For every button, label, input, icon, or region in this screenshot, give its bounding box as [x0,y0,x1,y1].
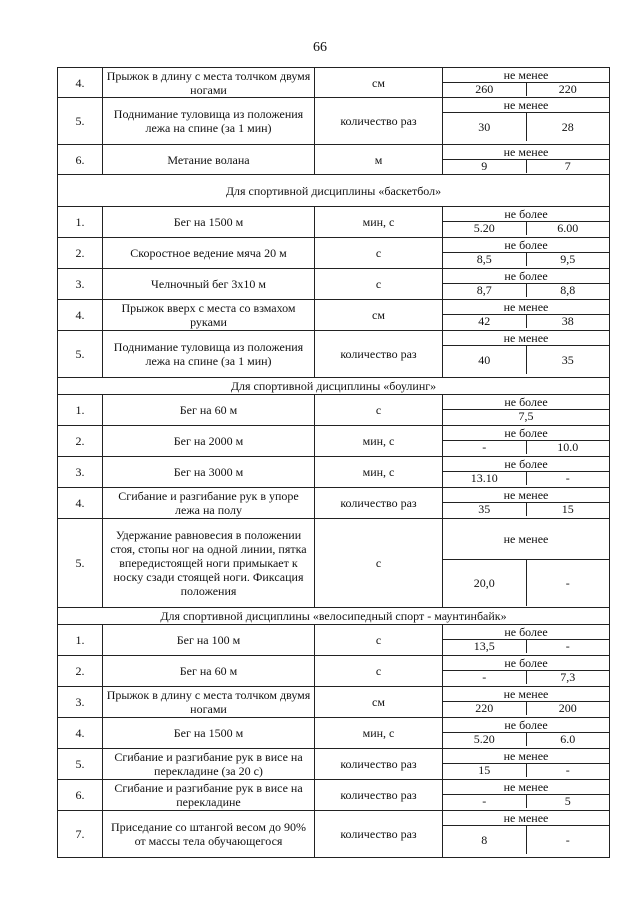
unit: с [315,269,443,300]
test-name: Сгибание и разгибание рук в висе на перекладине (за 20 с) [103,749,315,780]
row-number: 3. [58,687,103,718]
norm-value-b: - [565,639,570,653]
row-number: 2. [58,656,103,687]
section-header-row [58,175,610,207]
norm-label: не менее [443,519,609,560]
norms-table [57,67,610,858]
unit: с [315,625,443,656]
norm-label: не менее [443,687,609,702]
test-name: Прыжок вверх с места со взмахом руками [103,300,315,331]
row-number: 5. [58,331,103,378]
norm-value-a: 220 [443,702,526,716]
test-name: Бег на 100 м [103,625,315,656]
norm-value-a: 42 [443,315,526,329]
norm-values [443,656,610,687]
norm-value-a: - [443,795,526,809]
norm-values [443,749,610,780]
test-name: Бег на 1500 м [103,207,315,238]
norm-values [443,145,610,175]
norm-value-a: - [443,671,526,685]
norm-label: не более [443,395,609,410]
norm-label: не более [443,238,609,253]
row-number: 4. [58,718,103,749]
norm-label: не менее [443,780,609,795]
test-name: Скоростное ведение мяча 20 м [103,238,315,269]
row-number: 3. [58,457,103,488]
norm-label: не менее [443,145,609,160]
norm-value-a: 13.10 [443,472,526,486]
unit: мин, с [315,426,443,457]
unit: с [315,519,443,608]
table-row [58,780,610,811]
unit: мин, с [315,457,443,488]
unit: количество раз [315,780,443,811]
row-number: 1. [58,207,103,238]
row-number: 7. [58,811,103,858]
norm-label: не менее [443,98,609,113]
row-number: 4. [58,68,103,98]
table-row [58,625,610,656]
norm-label: не более [443,426,609,441]
norm-value-b: - [565,832,570,847]
row-number: 2. [58,238,103,269]
norm-value-b: 8,8 [560,283,576,297]
norm-label: не более [443,207,609,222]
norm-label: не менее [443,749,609,764]
row-number: 5. [58,519,103,608]
test-name: Приседание со штангой весом до 90% от массы тела обучающегося [103,811,315,858]
test-name: Сгибание и разгибание рук в упоре лежа на полу [103,488,315,519]
norm-value-b: - [565,763,570,777]
norm-value-b: 38 [561,314,574,328]
norm-values [443,519,610,608]
norm-value-a: 8,7 [443,284,526,298]
norm-value-b: 10.0 [557,440,579,454]
section-header-row [58,378,610,395]
norm-label: не менее [443,300,609,315]
norm-label: не менее [443,488,609,503]
test-name: Бег на 60 м [103,395,315,426]
unit: с [315,395,443,426]
unit: количество раз [315,98,443,145]
row-number: 5. [58,98,103,145]
table-row [58,457,610,488]
test-name: Удержание равновесия в положении стоя, стопы ног на одной линии, пятка впередистоящей ноги примыкает к носку сзади стоящей ноги. Фиксация положения [103,519,315,608]
test-name: Прыжок в длину с места толчком двумя ногами [103,68,315,98]
row-number: 3. [58,269,103,300]
norm-values [443,269,610,300]
norm-value-a: 9 [443,160,526,174]
table-row [58,656,610,687]
norm-value-b: 6.00 [557,221,579,235]
norm-values [443,780,610,811]
row-number: 4. [58,300,103,331]
unit: с [315,238,443,269]
unit: количество раз [315,749,443,780]
norm-values [443,811,610,858]
norm-value-a: 13,5 [443,640,526,654]
unit: количество раз [315,488,443,519]
table-row [58,145,610,175]
row-number: 6. [58,780,103,811]
norm-value-b: 7 [564,159,571,173]
test-name: Бег на 3000 м [103,457,315,488]
table-row [58,331,610,378]
table-row [58,300,610,331]
norm-value-a: 20,0 [443,560,526,607]
norm-value-b: 35 [561,352,574,367]
norm-value: 7,5 [518,409,534,423]
norm-value-b: 220 [558,82,577,96]
norm-values [443,625,610,656]
norm-value-b: 6.0 [560,732,576,746]
norm-value-a: 40 [443,346,526,375]
table-row [58,98,610,145]
norm-values [443,718,610,749]
unit: м [315,145,443,175]
norm-value-b: 9,5 [560,252,576,266]
norm-value-b: - [565,471,570,485]
norm-value-a: 8,5 [443,253,526,267]
table-row [58,488,610,519]
norm-values [443,457,610,488]
norm-value-a: - [443,441,526,455]
page-number: 66 [313,40,327,55]
norm-label: не более [443,457,609,472]
norm-value-a: 8 [443,826,526,855]
norm-value-a: 35 [443,503,526,517]
norm-values [443,68,610,98]
row-number: 5. [58,749,103,780]
test-name: Бег на 2000 м [103,426,315,457]
norm-label: не менее [443,331,609,346]
test-name: Бег на 60 м [103,656,315,687]
section-title: Для спортивной дисциплины «велосипедный спорт - маунтинбайк» [58,608,610,625]
norm-value-a: 5.20 [443,222,526,236]
table-row [58,238,610,269]
norm-value-b: - [565,575,570,590]
row-number: 4. [58,488,103,519]
norm-value-b: 15 [561,502,574,516]
norm-value-a: 5.20 [443,733,526,747]
norm-label: не более [443,656,609,671]
norm-values [443,331,610,378]
test-name: Поднимание туловища из положения лежа на спине (за 1 мин) [103,331,315,378]
unit: количество раз [315,811,443,858]
table-row [58,687,610,718]
unit: см [315,68,443,98]
norm-values [443,98,610,145]
norm-values [443,300,610,331]
section-header-row [58,608,610,625]
table-row [58,426,610,457]
unit: с [315,656,443,687]
norm-value-a: 15 [443,764,526,778]
norm-value-b: 5 [564,794,571,808]
row-number: 2. [58,426,103,457]
norm-values [443,395,610,426]
section-title: Для спортивной дисциплины «баскетбол» [58,175,610,207]
norm-values [443,687,610,718]
table-row [58,269,610,300]
norm-label: не более [443,718,609,733]
norm-label: не более [443,625,609,640]
unit: мин, с [315,207,443,238]
unit: см [315,300,443,331]
norm-value-b: 28 [561,119,574,134]
test-name: Бег на 1500 м [103,718,315,749]
unit: количество раз [315,331,443,378]
norm-values [443,426,610,457]
test-name: Метание волана [103,145,315,175]
row-number: 1. [58,395,103,426]
table-row [58,395,610,426]
table-row [58,811,610,858]
norm-values [443,488,610,519]
norm-value-b: 200 [558,701,577,715]
table-row [58,207,610,238]
unit: см [315,687,443,718]
test-name: Поднимание туловища из положения лежа на спине (за 1 мин) [103,98,315,145]
norm-value-b: 7,3 [560,670,576,684]
table-row [58,519,610,608]
test-name: Челночный бег 3х10 м [103,269,315,300]
table-row [58,749,610,780]
table-row [58,718,610,749]
unit: мин, с [315,718,443,749]
norm-label: не менее [443,811,609,826]
row-number: 1. [58,625,103,656]
row-number: 6. [58,145,103,175]
test-name: Прыжок в длину с места толчком двумя ногами [103,687,315,718]
norm-value-a: 260 [443,83,526,97]
norm-label: не менее [443,68,609,83]
norm-values [443,207,610,238]
norm-value-a: 30 [443,113,526,142]
table-row [58,68,610,98]
test-name: Сгибание и разгибание рук в висе на перекладине [103,780,315,811]
norm-label: не более [443,269,609,284]
norm-values [443,238,610,269]
section-title: Для спортивной дисциплины «боулинг» [58,378,610,395]
